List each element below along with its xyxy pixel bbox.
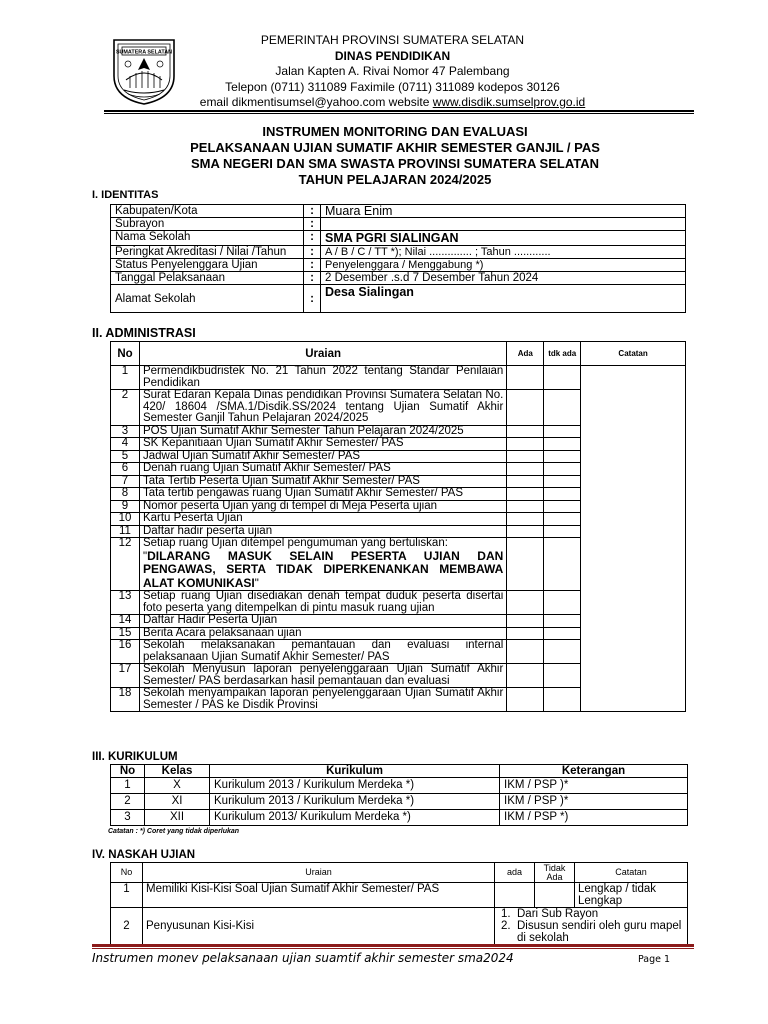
tdk-ada-checkbox-cell[interactable]	[544, 591, 581, 615]
colon: :	[304, 285, 321, 313]
kurikulum-option[interactable]: Kurikulum 2013 / Kurikulum Merdeka *)	[210, 794, 500, 810]
row-uraian	[139, 640, 506, 664]
ada-checkbox-cell[interactable]	[507, 488, 544, 501]
table-row	[111, 231, 686, 246]
kurikulum-kelas: XI	[145, 794, 210, 810]
table-row	[111, 778, 688, 794]
header-tidak-ada: Tidak Ada	[535, 863, 575, 883]
uraian-text: Nomor peserta Ujian yang di tempel di Meja Peserta ujian	[142, 499, 438, 512]
announcement-text: DILARANG MASUK SELAIN PESERTA UJIAN DAN PENGAWAS, SERTA TIDAK DIPERKENANKAN MEMBAWA ALAT KOMUNIKASI	[142, 548, 504, 590]
tdk-ada-checkbox-cell[interactable]	[544, 688, 581, 712]
ada-checkbox-cell[interactable]	[507, 591, 544, 615]
ada-checkbox-cell[interactable]	[507, 475, 544, 488]
tdk-ada-checkbox-cell[interactable]	[544, 664, 581, 688]
table-row	[111, 259, 686, 272]
footer-divider	[92, 944, 694, 947]
tdk-ada-checkbox-cell[interactable]	[544, 390, 581, 426]
logo-text: SUMATERA SELATAN	[115, 49, 173, 56]
ada-checkbox-cell[interactable]	[507, 513, 544, 526]
tdk-ada-checkbox-cell[interactable]	[544, 513, 581, 526]
option-number: 2.	[501, 920, 511, 932]
row-uraian	[139, 688, 506, 712]
uraian-text: Kartu Peserta Ujian	[142, 512, 243, 524]
row-number: 5	[111, 450, 140, 463]
title-line-4: TAHUN PELAJARAN 2024/2025	[298, 172, 492, 187]
provincial-emblem-icon	[104, 36, 184, 106]
row-number: 10	[111, 513, 140, 526]
naskah-options	[495, 908, 688, 945]
naskah-heading: IV. NASKAH UJIAN	[92, 849, 196, 861]
colon: :	[304, 205, 321, 218]
table-row	[111, 218, 686, 231]
row-number: 15	[111, 627, 140, 640]
row-number: 12	[111, 538, 140, 591]
row-uraian	[139, 513, 506, 526]
row-uraian	[139, 450, 506, 463]
table-row	[111, 285, 686, 313]
table-row	[111, 883, 688, 908]
identitas-heading: I. IDENTITAS	[92, 189, 159, 201]
identitas-label: Alamat Sekolah	[111, 285, 304, 313]
row-number: 9	[111, 500, 140, 513]
identitas-value-tanggal[interactable]: 2 Desember .s.d 7 Desember Tahun 2024	[321, 272, 686, 285]
naskah-uraian: Penyusunan Kisi-Kisi	[143, 908, 495, 945]
uraian-text: Tata tertib pengawas ruang Ujian Sumatif Akhir Semester/ PAS	[142, 487, 463, 499]
ada-checkbox-cell[interactable]	[507, 615, 544, 628]
row-number: 3	[111, 425, 140, 438]
kurikulum-note: Catatan : *) Coret yang tidak diperlukan	[108, 828, 240, 835]
ada-checkbox-cell[interactable]	[507, 500, 544, 513]
identitas-value-akreditasi[interactable]: A / B / C / TT *); Nilai .............. ; Tahun ............	[321, 246, 686, 259]
header-no: No	[111, 863, 143, 883]
tdk-ada-checkbox-cell[interactable]	[544, 475, 581, 488]
uraian-text: Sekolah Menyusun laporan penyelenggaraan Ujian Sumatif Akhir Semester/ PAS berdasarkan hasil pemantauan dan evaluasi	[142, 663, 504, 687]
tdk-ada-checkbox-cell[interactable]	[544, 627, 581, 640]
option-item[interactable]	[501, 920, 684, 944]
header-catatan: Catatan	[575, 863, 688, 883]
row-uraian	[139, 488, 506, 501]
table-row	[111, 246, 686, 259]
table-row	[111, 908, 688, 945]
tdk-ada-checkbox-cell[interactable]	[544, 538, 581, 591]
identitas-value-kabupaten[interactable]: Muara Enim	[321, 205, 686, 218]
option-text: Dari Sub Rayon	[517, 908, 599, 920]
header-catatan: Catatan	[581, 342, 686, 366]
naskah-catatan[interactable]: Lengkap / tidak Lengkap	[575, 883, 688, 908]
row-uraian	[139, 475, 506, 488]
kurikulum-no: 1	[111, 778, 145, 794]
uraian-text: Setiap ruang Ujian disediakan denah tempat duduk peserta disertai foto peserta yang ditempelkan di pintu masuk ruang ujian	[142, 590, 504, 614]
identitas-label: Nama Sekolah	[111, 231, 304, 246]
uraian-text: Jadwal Ujian Sumatif Akhir Semester/ PAS	[142, 449, 361, 462]
row-number: 6	[111, 463, 140, 476]
identitas-table	[110, 204, 686, 313]
ada-checkbox-cell[interactable]	[507, 438, 544, 451]
row-number: 1	[111, 366, 140, 390]
kurikulum-kelas: X	[145, 778, 210, 794]
identitas-label: Subrayon	[111, 218, 304, 231]
tdk-ada-checkbox-cell[interactable]	[544, 640, 581, 664]
row-uraian	[139, 463, 506, 476]
table-row	[111, 205, 686, 218]
kurikulum-no: 3	[111, 810, 145, 826]
option-text: Disusun sendiri oleh guru mapel di sekolah	[517, 920, 682, 944]
uraian-text: Permendikbudristek No. 21 Tahun 2022 tentang Standar Penilaian Pendidikan	[142, 365, 504, 389]
header-kelas: Kelas	[145, 765, 210, 778]
uraian-text: Surat Edaran Kepala Dinas pendidikan Provinsi Sumatera Selatan No. 420/ 18604 /SMA.1/Disdik.SS/2024 tentang Ujian Sumatif Akhir Semester Ganjil Tahun Pelajaran 2024/2025	[142, 389, 504, 424]
row-uraian	[139, 438, 506, 451]
row-uraian: Setiap ruang Ujian ditempel pengumuman yang bertuliskan: "DILARANG MASUK SELAIN PESERTA UJIAN DAN PENGAWAS, SERTA TIDAK DIPERKENANKAN MEMBAWA ALAT KOMUNIKASI"	[139, 538, 506, 591]
title-line-2: PELAKSANAAN UJIAN SUMATIF AKHIR SEMESTER GANJIL / PAS	[190, 140, 600, 155]
table-header-row	[111, 765, 688, 778]
option-item[interactable]	[501, 908, 684, 920]
kurikulum-keterangan[interactable]: IKM / PSP *)	[500, 810, 688, 826]
naskah-no: 2	[111, 908, 143, 945]
table-header-row	[111, 342, 686, 366]
naskah-ada-cell[interactable]	[495, 883, 535, 908]
title-line-1: INSTRUMEN MONITORING DAN EVALUASI	[262, 124, 528, 139]
header-keterangan: Keterangan	[500, 765, 688, 778]
identitas-label: Tanggal Pelaksanaan	[111, 272, 304, 285]
naskah-table	[110, 862, 688, 945]
row-number: 4	[111, 438, 140, 451]
option-number: 1.	[501, 908, 511, 920]
row-uraian	[139, 390, 506, 426]
kisi-kisi-options	[501, 908, 684, 944]
identitas-label: Status Penyelenggara Ujian	[111, 259, 304, 272]
uraian-text: Tata Tertib Peserta Ujian Sumatif Akhir Semester/ PAS	[142, 474, 420, 487]
letterhead-divider	[104, 110, 694, 112]
kurikulum-table	[110, 764, 688, 826]
ada-checkbox-cell[interactable]	[507, 525, 544, 538]
colon: :	[304, 246, 321, 259]
uraian-text: Denah ruang Ujian Sumatif Akhir Semester/ PAS	[142, 462, 391, 474]
kurikulum-keterangan[interactable]: IKM / PSP )*	[500, 794, 688, 810]
row-uraian	[139, 425, 506, 438]
identitas-value-subrayon[interactable]	[321, 218, 686, 231]
header-kurikulum: Kurikulum	[210, 765, 500, 778]
naskah-uraian: Memiliki Kisi-Kisi Soal Ujian Sumatif Akhir Semester/ PAS	[143, 883, 495, 908]
tdk-ada-checkbox-cell[interactable]	[544, 463, 581, 476]
naskah-no: 1	[111, 883, 143, 908]
colon: :	[304, 259, 321, 272]
header-no: No	[111, 342, 140, 366]
header-uraian: Uraian	[139, 342, 506, 366]
tdk-ada-checkbox-cell[interactable]	[544, 500, 581, 513]
administrasi-heading: II. ADMINISTRASI	[92, 326, 196, 340]
header-ada: Ada	[507, 342, 544, 366]
letterhead-divider-thin	[104, 113, 694, 114]
row-uraian	[139, 664, 506, 688]
ada-checkbox-cell[interactable]	[507, 664, 544, 688]
kurikulum-keterangan[interactable]: IKM / PSP )*	[500, 778, 688, 794]
footer-text: Instrumen monev pelaksanaan ujian suamtif akhir semester sma2024	[92, 951, 514, 965]
kurikulum-option[interactable]: Kurikulum 2013/ Kurikulum Merdeka *)	[210, 810, 500, 826]
identitas-value-nama-sekolah[interactable]: SMA PGRI SIALINGAN	[321, 231, 686, 246]
tdk-ada-checkbox-cell[interactable]	[544, 425, 581, 438]
header-uraian: Uraian	[143, 863, 495, 883]
tdk-ada-checkbox-cell[interactable]	[544, 525, 581, 538]
ada-checkbox-cell[interactable]	[507, 627, 544, 640]
row-number: 11	[111, 525, 140, 538]
header-ada: ada	[495, 863, 535, 883]
row-number: 7	[111, 475, 140, 488]
uraian-text: Daftar Hadir Peserta Ujian	[142, 614, 278, 626]
page-number: Page 1	[638, 954, 671, 965]
tdk-ada-checkbox-cell[interactable]	[544, 450, 581, 463]
tdk-ada-checkbox-cell[interactable]	[544, 438, 581, 451]
identitas-label: Peringkat Akreditasi / Nilai /Tahun	[111, 246, 304, 259]
footer-divider-thin	[92, 948, 694, 949]
kurikulum-heading: III. KURIKULUM	[92, 751, 178, 763]
header-no: No	[111, 765, 145, 778]
table-header-row	[111, 863, 688, 883]
table-row	[111, 810, 688, 826]
identitas-label: Kabupaten/Kota	[111, 205, 304, 218]
uraian-text: Sekolah melaksanakan pemantauan dan evaluasi internal pelaksanaan Ujian Sumatif Akhir Semester/ PAS	[142, 639, 504, 663]
uraian-text: Setiap ruang Ujian ditempel pengumuman yang bertuliskan:	[142, 537, 448, 549]
row-uraian	[139, 615, 506, 628]
table-row	[111, 794, 688, 810]
row-number: 16	[111, 640, 140, 664]
uraian-text: Daftar hadir peserta ujian	[142, 524, 273, 537]
row-number: 18	[111, 688, 140, 712]
catatan-cell[interactable]	[581, 366, 686, 712]
row-uraian	[139, 366, 506, 390]
header-tdk-ada: tdk ada	[544, 342, 581, 366]
agency-phone: Telepon (0711) 311089 Faximile (0711) 311089 kodepos 30126	[225, 79, 560, 94]
table-row	[111, 272, 686, 285]
row-uraian	[139, 627, 506, 640]
kurikulum-no: 2	[111, 794, 145, 810]
tdk-ada-checkbox-cell[interactable]	[544, 488, 581, 501]
tdk-ada-checkbox-cell[interactable]	[544, 366, 581, 390]
government-name: PEMERINTAH PROVINSI SUMATERA SELATAN	[260, 33, 525, 47]
title-line-3: SMA NEGERI DAN SMA SWASTA PROVINSI SUMATERA SELATAN	[190, 156, 600, 171]
row-number: 8	[111, 488, 140, 501]
agency-address: Jalan Kapten A. Rivai Nomor 47 Palembang	[275, 64, 510, 78]
agency-contact	[190, 95, 595, 111]
identitas-value-alamat[interactable]: Desa Sialingan	[321, 285, 686, 313]
colon: :	[304, 231, 321, 246]
colon: :	[304, 272, 321, 285]
row-uraian	[139, 525, 506, 538]
tdk-ada-checkbox-cell[interactable]	[544, 615, 581, 628]
naskah-tidak-ada-cell[interactable]	[535, 883, 575, 908]
agency-website-link[interactable]: www.disdik.sumselprov.go.id	[432, 95, 586, 109]
agency-name: DINAS PENDIDIKAN	[334, 48, 451, 63]
ada-checkbox-cell[interactable]	[507, 463, 544, 476]
kurikulum-option[interactable]: Kurikulum 2013 / Kurikulum Merdeka *)	[210, 778, 500, 794]
document-title	[140, 124, 650, 188]
ada-checkbox-cell[interactable]	[507, 425, 544, 438]
colon: :	[304, 218, 321, 231]
uraian-text: Berita Acara pelaksanaan ujian	[142, 626, 302, 639]
row-uraian	[139, 591, 506, 615]
table-row	[111, 366, 686, 390]
uraian-text: POS Ujian Sumatif Akhir Semester Tahun Pelajaran 2024/2025	[142, 424, 464, 437]
ada-checkbox-cell[interactable]	[507, 366, 544, 390]
identitas-value-status[interactable]: Penyelenggara / Menggabung *)	[321, 259, 686, 272]
row-number: 17	[111, 664, 140, 688]
ada-checkbox-cell[interactable]	[507, 640, 544, 664]
row-number: 14	[111, 615, 140, 628]
ada-checkbox-cell[interactable]	[507, 450, 544, 463]
kurikulum-kelas: XII	[145, 810, 210, 826]
row-number: 2	[111, 390, 140, 426]
ada-checkbox-cell[interactable]	[507, 538, 544, 591]
row-uraian	[139, 500, 506, 513]
row-number: 13	[111, 591, 140, 615]
administrasi-table	[110, 341, 686, 712]
uraian-text: Sekolah menyampaikan laporan penyelenggaraan Ujian Sumatif Akhir Semester / PAS ke Disdik Provinsi	[142, 687, 504, 711]
agency-email: email dikmentisumsel@yahoo.com website	[199, 95, 433, 109]
ada-checkbox-cell[interactable]	[507, 688, 544, 712]
letterhead	[190, 33, 595, 111]
uraian-text: SK Kepanitiaan Ujian Sumatif Akhir Semester/ PAS	[142, 437, 404, 449]
ada-checkbox-cell[interactable]	[507, 390, 544, 426]
